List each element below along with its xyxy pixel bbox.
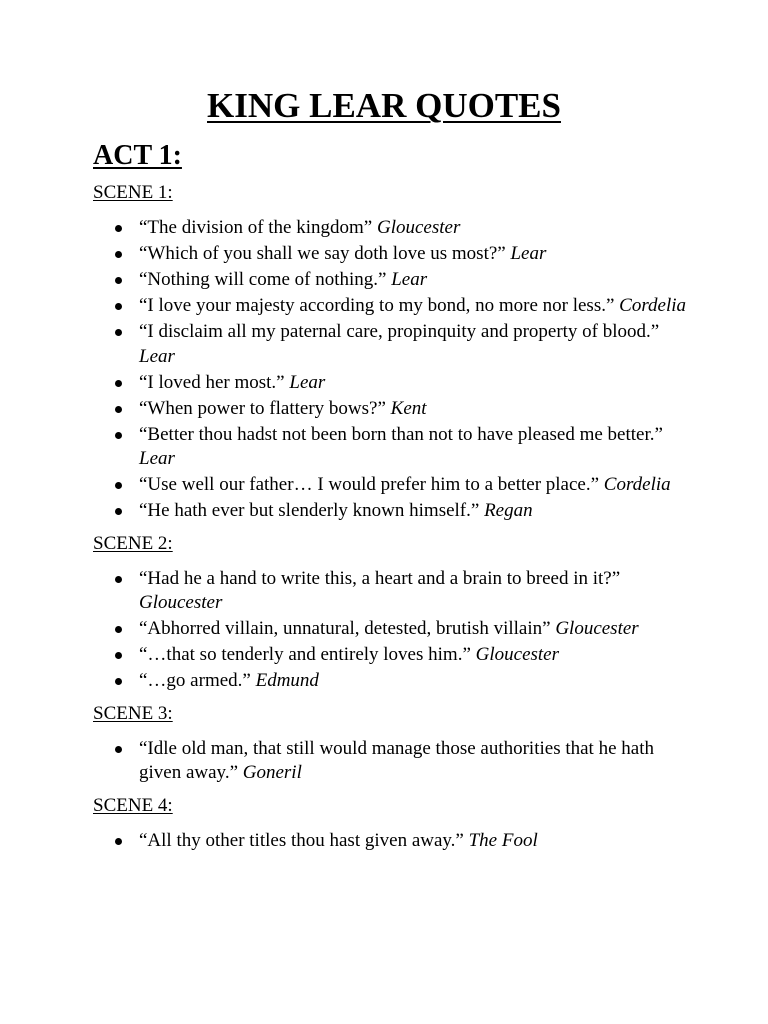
list-item	[93, 567, 693, 616]
quote-text: “Abhorred villain, unnatural, detested, brutish villain”	[139, 618, 556, 639]
quote-text: “When power to flattery bows?”	[139, 397, 391, 419]
bullet-icon	[115, 482, 122, 489]
quote-speaker: Lear	[139, 448, 175, 469]
quote-text: “All thy other titles thou hast given away.”	[139, 829, 469, 851]
bullet-icon	[115, 678, 122, 685]
quote-speaker: Gloucester	[139, 592, 223, 613]
quote-speaker: Lear	[139, 345, 175, 367]
bullet-icon	[115, 508, 122, 515]
list-item	[93, 397, 693, 422]
quote-speaker: Edmund	[255, 670, 319, 691]
quote-speaker: Lear	[391, 269, 428, 290]
quote-text: “I disclaim all my paternal care, propinquity and property of blood.”	[139, 321, 660, 342]
quote-list	[93, 216, 693, 524]
list-item	[93, 617, 693, 642]
quote-speaker: Regan	[484, 500, 533, 521]
quote-text: “He hath ever but slenderly known himself.”	[139, 500, 485, 521]
scene-heading: SCENE 1:	[93, 182, 173, 203]
quote-speaker: The Fool	[468, 829, 538, 851]
list-item	[93, 216, 693, 241]
bullet-icon	[115, 277, 122, 284]
scene-1-section	[93, 181, 693, 524]
list-item	[93, 669, 693, 694]
list-item	[93, 371, 693, 396]
scenes-container	[93, 181, 693, 861]
quote-text: “Had he a hand to write this, a heart and a brain to breed in it?”	[139, 567, 621, 589]
list-item	[93, 499, 693, 524]
scene-3-section	[93, 702, 693, 786]
bullet-icon	[115, 251, 122, 258]
quote-speaker: Gloucester	[475, 644, 560, 665]
list-item	[93, 242, 693, 267]
quote-text: “Idle old man, that still would manage those authorities that he hath given away.”	[139, 737, 654, 783]
bullet-icon	[115, 380, 122, 387]
list-item	[93, 423, 693, 472]
scene-heading: SCENE 4:	[93, 794, 173, 816]
quote-text: “Use well our father… I would prefer him to a better place.”	[139, 474, 604, 495]
scene-heading: SCENE 2:	[93, 532, 173, 554]
quote-list	[93, 567, 693, 694]
quote-text: “Better thou hadst not been born than not to have pleased me better.”	[139, 423, 663, 445]
quote-text: “I loved her most.”	[139, 371, 290, 393]
bullet-icon	[115, 626, 122, 633]
list-item	[93, 737, 693, 786]
quote-speaker: Lear	[510, 243, 547, 264]
scene-heading: SCENE 3:	[93, 702, 173, 724]
quote-text: “…go armed.”	[139, 670, 256, 691]
list-item	[93, 320, 693, 369]
list-item	[93, 294, 693, 319]
scene-4-section	[93, 794, 693, 854]
quote-text: “I love your majesty according to my bond, no more nor less.”	[139, 295, 620, 316]
bullet-icon	[115, 432, 122, 439]
bullet-icon	[115, 225, 122, 232]
quote-speaker: Lear	[289, 371, 326, 393]
act-heading: ACT 1:	[93, 140, 182, 171]
bullet-icon	[115, 576, 122, 583]
page-title: KING LEAR QUOTES	[207, 86, 561, 125]
quote-text: “The division of the kingdom”	[139, 217, 377, 238]
list-item	[93, 473, 693, 498]
quote-text: “…that so tenderly and entirely loves him.”	[139, 644, 476, 665]
quote-speaker: Cordelia	[603, 474, 671, 495]
quote-speaker: Gloucester	[555, 618, 639, 639]
quote-list	[93, 737, 693, 786]
bullet-icon	[115, 652, 122, 659]
bullet-icon	[115, 406, 122, 413]
bullet-icon	[115, 329, 122, 336]
list-item	[93, 268, 693, 293]
quote-list	[93, 829, 693, 854]
quote-speaker: Cordelia	[619, 295, 687, 316]
list-item	[93, 829, 693, 854]
quote-text: “Which of you shall we say doth love us most?”	[139, 243, 511, 264]
quote-speaker: Gloucester	[376, 217, 461, 238]
bullet-icon	[115, 303, 122, 310]
quote-speaker: Goneril	[242, 762, 302, 783]
bullet-icon	[115, 746, 122, 753]
scene-2-section	[93, 532, 693, 694]
bullet-icon	[115, 838, 122, 845]
quote-speaker: Kent	[390, 397, 427, 419]
list-item	[93, 643, 693, 668]
quote-text: “Nothing will come of nothing.”	[139, 269, 392, 290]
